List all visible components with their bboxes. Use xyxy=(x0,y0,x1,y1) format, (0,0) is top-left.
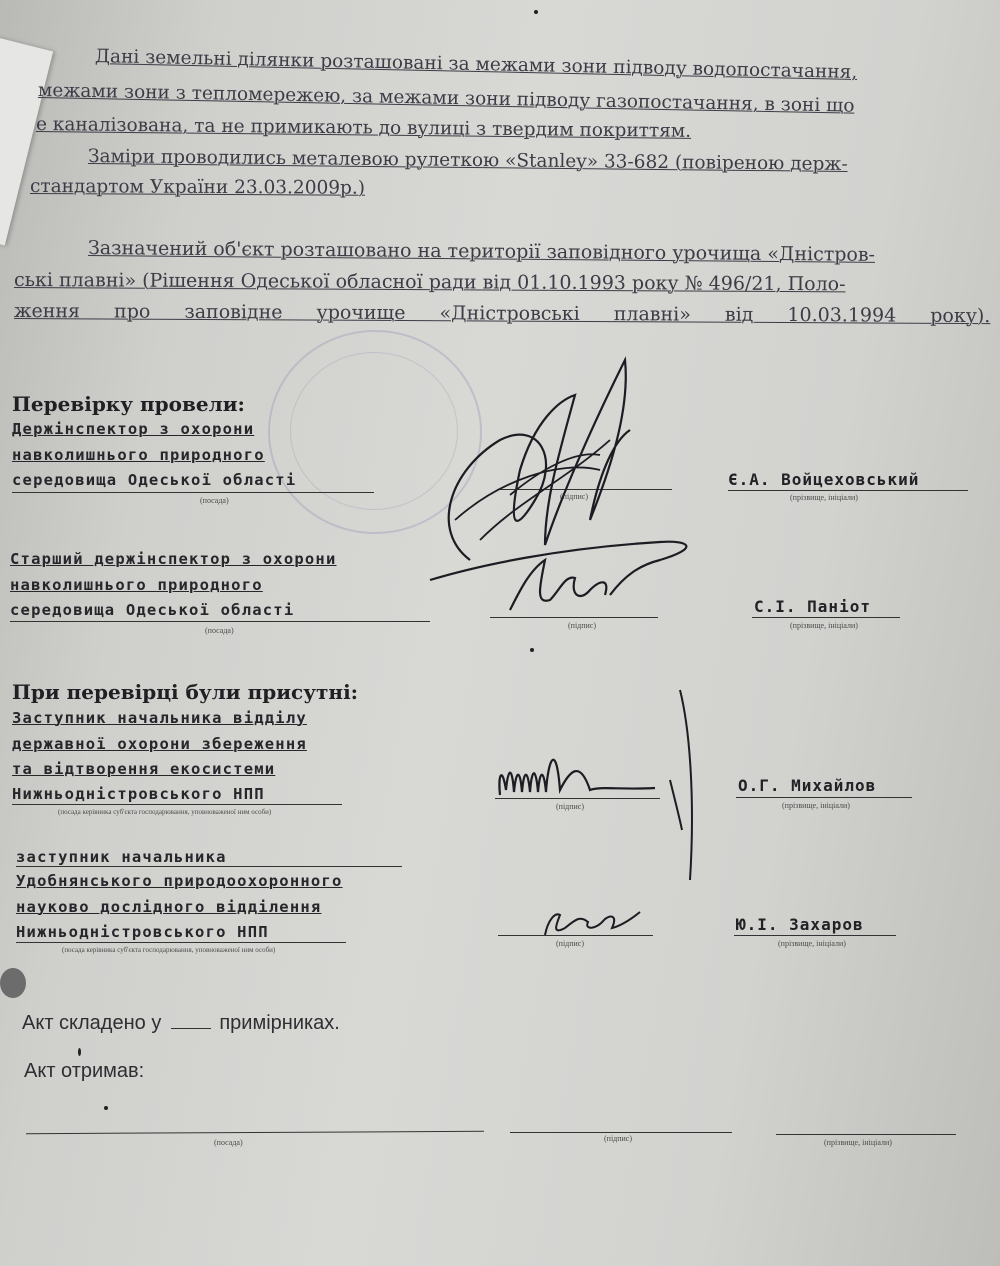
inspector2-name-caption: (прізвище, ініціали) xyxy=(790,621,858,630)
intro-line-1: Дані земельні ділянки розташовані за межами зони підводу водопостачання, xyxy=(94,46,858,83)
present1-name: О.Г. Михайлов xyxy=(738,776,877,795)
ink-speck xyxy=(530,648,534,652)
receipt-name-caption: (прізвище, ініціали) xyxy=(824,1138,892,1147)
present-header: При перевірці були присутні: xyxy=(12,680,359,704)
intro-line-5: стандартом України 23.03.2009р.) xyxy=(29,176,366,199)
intro-line-2: межами зони з тепломережею, за межами зони підводу газопостачання, в зоні що xyxy=(37,80,855,117)
ink-speck xyxy=(78,1048,81,1056)
present2-name-caption: (прізвище, ініціали) xyxy=(778,939,846,948)
present2-position-caption: (посада керівника суб'єкта господарювання, уповноваженої ним особи) xyxy=(62,946,276,954)
ink-speck xyxy=(104,1106,108,1110)
inspector1-position-line-3: середовища Одеської області xyxy=(12,471,297,489)
present1-position-line-4: Нижньодністровського НПП xyxy=(12,785,265,803)
inspector2-position-line-3: середовища Одеської області xyxy=(10,601,295,619)
inspectors-header: Перевірку провели: xyxy=(12,392,245,416)
ink-speck xyxy=(534,10,538,14)
receipt-signature-caption: (підпис) xyxy=(604,1134,633,1143)
intro-line-4: Заміри проводились металевою рулеткою «Stanley» 33-682 (повіреною держ- xyxy=(87,146,848,175)
inspector2-signature-caption: (підпис) xyxy=(568,621,597,630)
inspector1-name: Є.А. Войцеховський xyxy=(728,470,920,489)
present1-position-caption: (посада керівника суб'єкта господарювання, уповноваженої ним особи) xyxy=(58,808,272,816)
present1-signature-caption: (підпис) xyxy=(556,802,585,811)
intro-line-3: е каналізована, та не примикають до вулиці з твердим покриттям. xyxy=(35,114,692,142)
received-label: Акт отримав: xyxy=(24,1060,145,1082)
inspector2-position-caption: (посада) xyxy=(205,626,234,635)
inspector1-position-line-2: навколишнього природного xyxy=(12,446,265,464)
inspector1-position-caption: (посада) xyxy=(200,496,229,505)
inspector1-position-line-1: Держінспектор з охорони xyxy=(12,420,255,438)
inspector2-position-line-1: Старший держінспектор з охорони xyxy=(10,550,337,568)
reserve-line-1: Зазначений об'єкт розташовано на території заповідного урочища «Дністров- xyxy=(87,237,876,266)
present2-position-line-3: науково дослідного відділення xyxy=(16,898,322,916)
inspector1-signature-caption: (підпис) xyxy=(560,492,589,501)
copies-prefix: Акт складено у xyxy=(22,1012,162,1034)
present1-name-caption: (прізвище, ініціали) xyxy=(782,801,850,810)
inspector2-position-line-2: навколишнього природного xyxy=(10,576,263,594)
present1-position-line-1: Заступник начальника відділу xyxy=(12,709,307,727)
reserve-line-3: ження про заповідне урочище «Дністровські плавні» від 10.03.1994 року). xyxy=(13,300,991,328)
inspector1-name-caption: (прізвище, ініціали) xyxy=(790,493,858,502)
present2-position-line-1: заступник начальника xyxy=(16,848,227,866)
present1-position-line-3: та відтворення екосистеми xyxy=(12,760,276,778)
reserve-line-2: ські плавні» (Рішення Одеської обласної ради від 01.10.1993 року № 496/21, Поло- xyxy=(13,269,846,296)
present2-position-line-4: Нижньодністровського НПП xyxy=(16,923,269,941)
inspector2-name: С.І. Паніот xyxy=(754,597,871,616)
present2-name: Ю.І. Захаров xyxy=(736,915,864,934)
present2-position-line-2: Удобнянського природоохоронного xyxy=(16,872,343,890)
receipt-position-caption: (посада) xyxy=(214,1138,243,1147)
present1-position-line-2: державної охорони збереження xyxy=(12,735,307,753)
present2-signature-caption: (підпис) xyxy=(556,939,585,948)
copies-suffix: примірниках. xyxy=(219,1012,340,1034)
punch-hole xyxy=(0,968,26,998)
